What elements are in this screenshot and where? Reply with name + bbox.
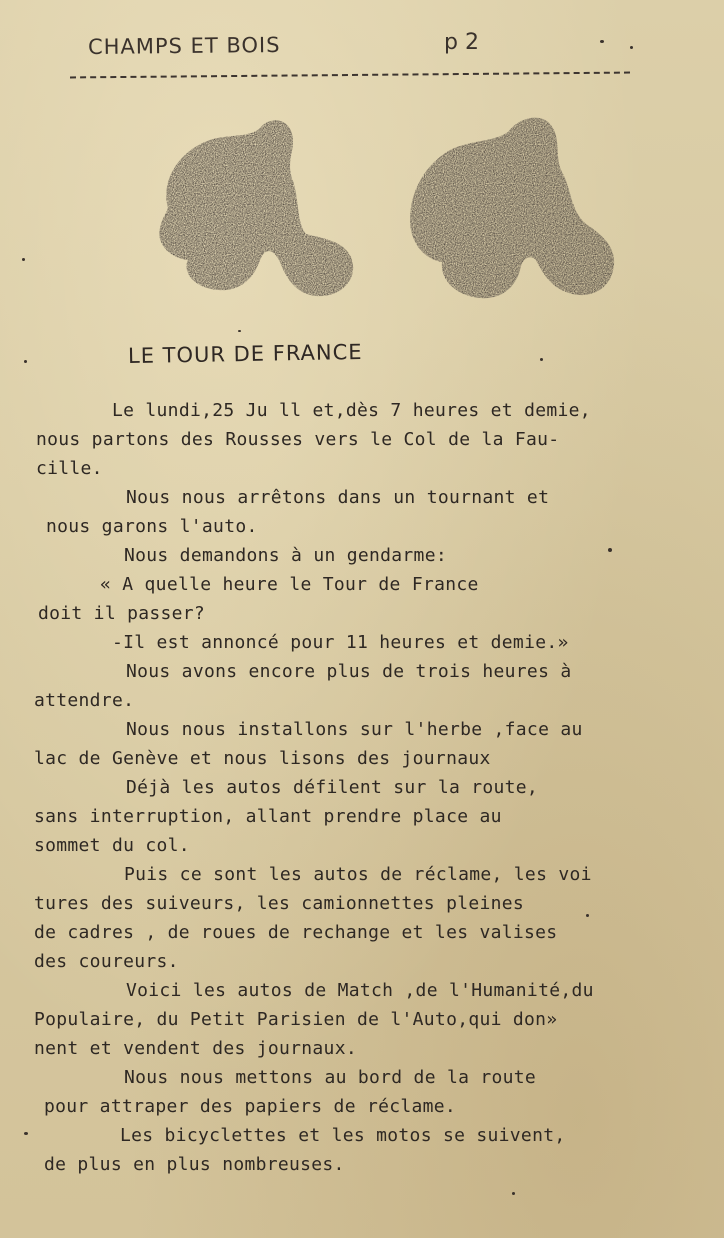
ink-speck xyxy=(24,360,27,363)
article-body xyxy=(0,396,724,1179)
text-line: attendre. xyxy=(34,690,135,711)
ink-speck xyxy=(608,548,612,552)
ink-speck xyxy=(238,330,241,332)
text-line: nous garons l'auto. xyxy=(46,516,258,537)
cyclist-left-silhouette xyxy=(159,120,353,296)
ink-speck xyxy=(24,1132,28,1135)
text-line: des coureurs. xyxy=(34,951,179,972)
text-line: « A quelle heure le Tour de France xyxy=(100,574,479,595)
ink-speck xyxy=(540,358,543,361)
text-line: Nous nous installons sur l'herbe ,face au xyxy=(126,719,583,740)
text-line: Nous nous mettons au bord de la route xyxy=(124,1067,537,1088)
text-line: cille. xyxy=(36,458,103,479)
text-line: Populaire, du Petit Parisien de l'Auto,qui don» xyxy=(34,1009,558,1030)
text-line: tures des suiveurs, les camionnettes pleines xyxy=(34,893,525,914)
page-header xyxy=(88,30,664,70)
text-line: de cadres , de roues de rechange et les valises xyxy=(34,922,558,943)
ink-speck xyxy=(586,914,589,917)
page-number: p 2 xyxy=(444,30,479,55)
text-line: doit il passer? xyxy=(38,603,206,624)
text-line: -Il est annoncé pour 11 heures et demie.» xyxy=(112,632,569,653)
text-line: Déjà les autos défilent sur la route, xyxy=(126,777,539,798)
text-line: sommet du col. xyxy=(34,835,190,856)
text-line: Nous demandons à un gendarme: xyxy=(124,545,447,566)
text-line: Nous nous arrêtons dans un tournant et xyxy=(126,487,550,508)
text-line: Nous avons encore plus de trois heures à xyxy=(126,661,572,682)
header-rule xyxy=(70,72,630,79)
cyclist-right-silhouette xyxy=(410,118,614,299)
ink-speck xyxy=(22,258,25,261)
text-line: Voici les autos de Match ,de l'Humanité,du xyxy=(126,980,594,1001)
journal-title: CHAMPS ET BOIS xyxy=(87,32,281,60)
text-line: sans interruption, allant prendre place au xyxy=(34,806,502,827)
text-line: pour attraper des papiers de réclame. xyxy=(44,1096,457,1117)
cyclists-illustration xyxy=(110,110,630,310)
ink-speck xyxy=(600,40,604,43)
text-line: de plus en plus nombreuses. xyxy=(44,1154,345,1175)
text-line: lac de Genève et nous lisons des journaux xyxy=(34,748,491,769)
text-line: nous partons des Rousses vers le Col de la Fau- xyxy=(36,429,560,450)
cyclists-stamp xyxy=(110,110,630,310)
article-title: LE TOUR DE FRANCE xyxy=(127,339,363,369)
text-line: Puis ce sont les autos de réclame, les voi xyxy=(124,864,592,885)
text-line: Le lundi,25 Ju ll et,dès 7 heures et demie, xyxy=(112,400,591,421)
ink-speck xyxy=(630,46,633,49)
ink-speck xyxy=(512,1192,515,1195)
text-line: Les bicyclettes et les motos se suivent, xyxy=(120,1125,566,1146)
text-line: nent et vendent des journaux. xyxy=(34,1038,357,1059)
